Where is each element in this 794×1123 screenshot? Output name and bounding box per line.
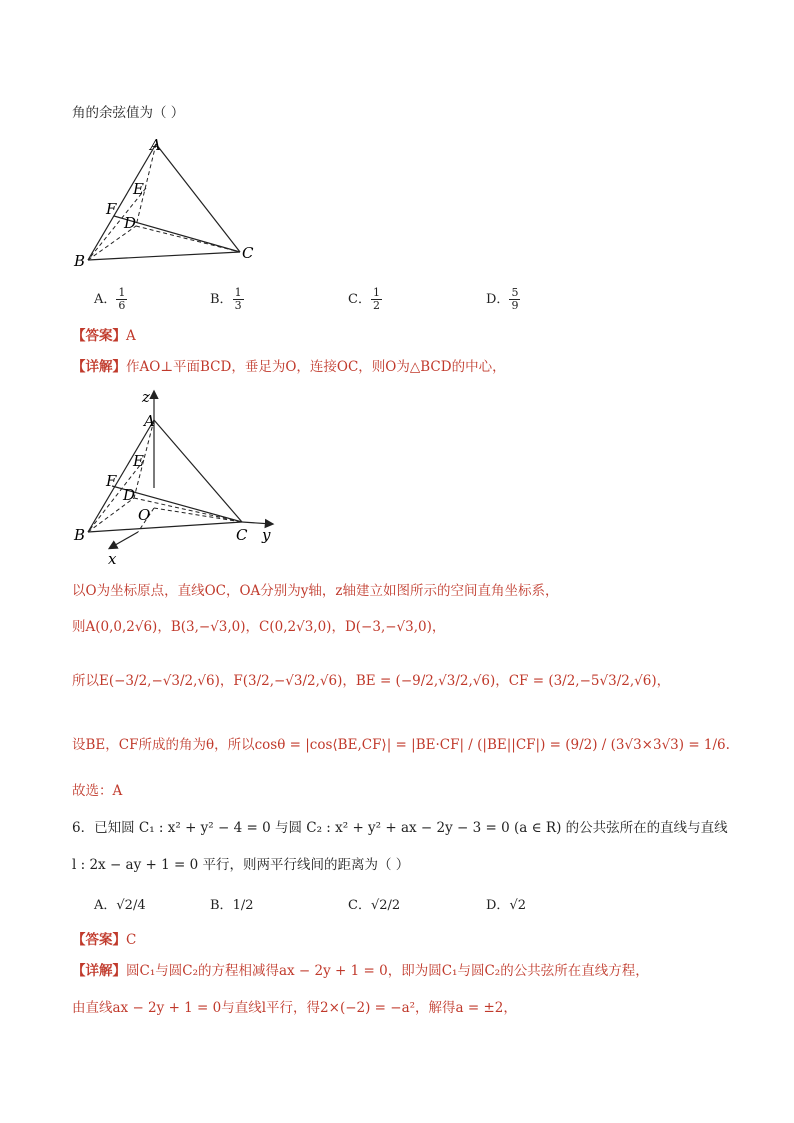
q6-option-c[interactable]: C．√2/2 xyxy=(348,898,401,913)
label-x: x xyxy=(108,550,117,566)
q6-stem-line-1: 6．已知圆 C₁ : x² + y² − 4 = 0 与圆 C₂ : x² + y² + ax − 2y − 3 = 0 (a ∈ R) 的公共弦所在的直线与直线 xyxy=(72,820,728,836)
solution-line-4: 所以E(−3/2,−√3/2,√6)，F(3/2,−√3/2,√6)，BE = (−9/2,√3/2,√6)，CF = (3/2,−5√3/2,√6)， xyxy=(72,673,671,689)
solution-conclusion: 故选：A xyxy=(72,783,123,799)
label-f: F xyxy=(106,472,117,490)
option-a[interactable]: A． $\frac{1}{6}$ xyxy=(94,286,126,312)
q6-answer-line xyxy=(72,931,136,949)
q6-detail-line-1: 【详解】圆C₁与圆C₂的方程相减得ax − 2y + 1 = 0，即为圆C₁与圆C₂的公共弦所在直线方程， xyxy=(72,963,649,979)
q6-stem-line-2: l : 2x − ay + 1 = 0 平行，则两平行线间的距离为（ ） xyxy=(72,857,410,873)
answer-tag: 【答案】 xyxy=(72,328,126,344)
edge-bc xyxy=(88,522,242,532)
x-axis xyxy=(110,532,138,548)
solution-line-2: 以O为坐标原点，直线OC，OA分别为y轴，z轴建立如图所示的空间直角坐标系， xyxy=(72,583,559,599)
q6-option-a[interactable]: A．√2/4 xyxy=(94,898,146,913)
option-d[interactable]: D． $\frac{5}{9}$ xyxy=(486,286,519,312)
edge-ac xyxy=(154,420,242,522)
solution-line-5: 设BE，CF所成的角为θ，所以cosθ = |cos⟨BE,CF⟩| = |BE·CF| / (|BE||CF|) = (9/2) / (3√3×3√3) = 1/6. xyxy=(72,737,730,753)
label-c: C xyxy=(242,244,254,262)
q6-option-b[interactable]: B．1/2 xyxy=(210,898,254,913)
edge-eb-hidden xyxy=(88,188,146,260)
q6-answer-value: C xyxy=(126,932,137,948)
option-c[interactable]: C． $\frac{1}{2}$ xyxy=(348,286,380,312)
edge-bc xyxy=(88,252,240,260)
label-b: B xyxy=(74,526,86,544)
label-e: E xyxy=(133,180,144,198)
label-b: B xyxy=(74,252,86,270)
detail-line-1: 【详解】作AO⊥平面BCD，垂足为O，连接OC，则O为△BCD的中心， xyxy=(72,359,506,375)
edge-ac xyxy=(156,144,240,252)
label-e: E xyxy=(133,452,144,470)
label-f: F xyxy=(106,200,117,218)
answer-value: A xyxy=(126,328,136,344)
label-a: A xyxy=(144,412,155,430)
tetrahedron-figure-2 xyxy=(70,386,290,566)
edge-eb-hidden xyxy=(88,460,144,532)
label-z: z xyxy=(142,388,150,406)
y-axis xyxy=(242,522,272,524)
q6-detail-line-2: 由直线ax − 2y + 1 = 0与直线l平行，得2×(−2) = −a²，解得a = ±2， xyxy=(72,1000,517,1016)
detail-tag: 【详解】 xyxy=(72,359,126,375)
question-stem-tail: 角的余弦值为（ ） xyxy=(72,105,185,121)
tetrahedron-figure-1 xyxy=(70,132,270,272)
label-a: A xyxy=(150,136,161,154)
q6-answer-tag: 【答案】 xyxy=(72,932,126,948)
q6-option-d[interactable]: D．√2 xyxy=(486,898,526,913)
edge-ab xyxy=(88,144,156,260)
label-d: D xyxy=(123,486,136,504)
label-o: O xyxy=(138,506,151,524)
label-d: D xyxy=(124,214,137,232)
option-b[interactable]: B． $\frac{1}{3}$ xyxy=(210,286,242,312)
solution-line-3: 则A(0,0,2√6)，B(3,−√3,0)，C(0,2√3,0)，D(−3,−√3,0)， xyxy=(72,619,446,635)
label-y: y xyxy=(262,526,271,544)
label-c: C xyxy=(236,526,248,544)
edge-dc-hidden xyxy=(136,226,240,252)
q6-detail-tag: 【详解】 xyxy=(72,963,126,979)
answer-line xyxy=(72,327,136,345)
